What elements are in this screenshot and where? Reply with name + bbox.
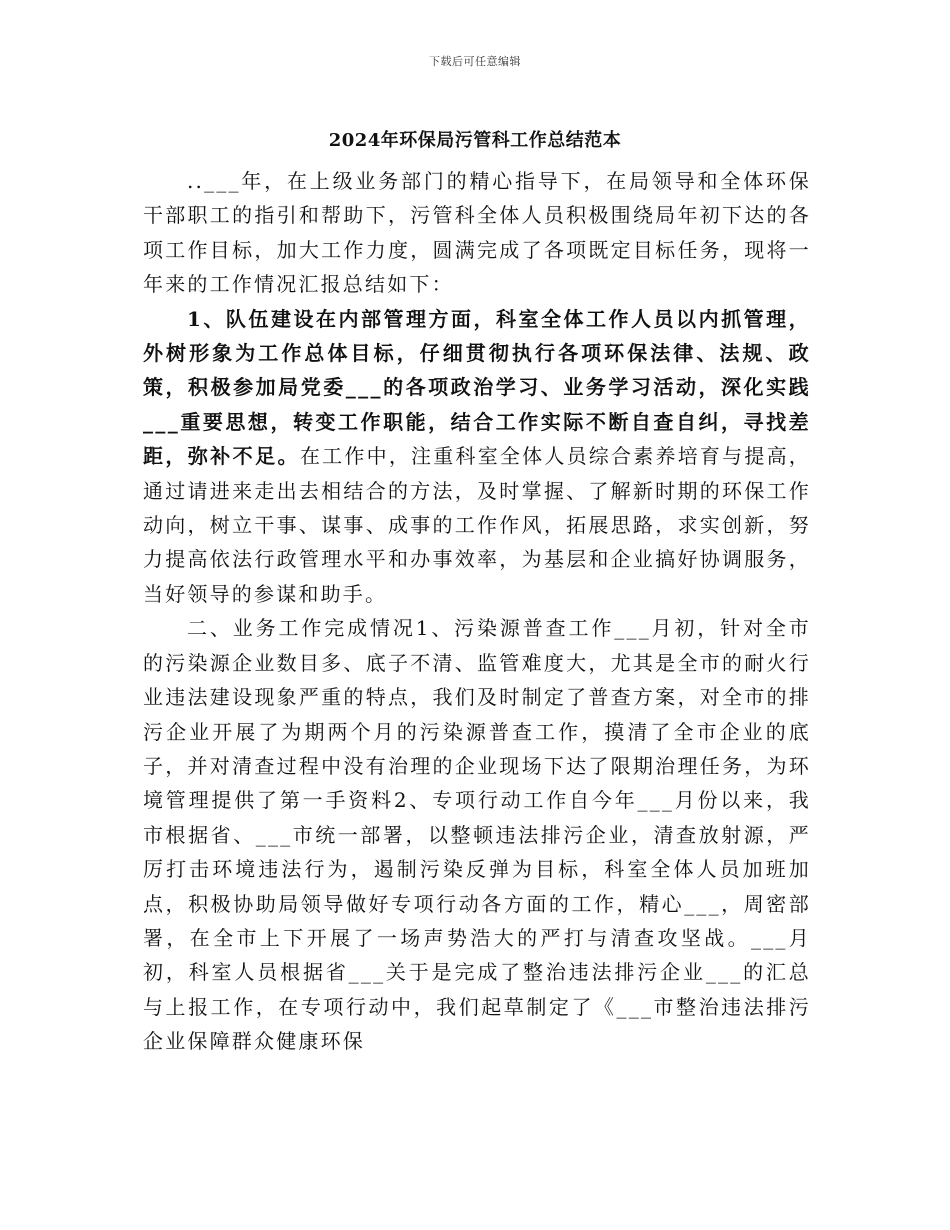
document-title: 2024年环保局污管科工作总结范本	[328, 130, 622, 151]
paragraph-intro-text: ..___年，在上级业务部门的精心指导下，在局领导和全体环保干部职工的指引和帮助下，污管科全体人员积极围绕局年初下达的各项工作目标，加大工作力度，圆满完成了各项既定目标任务，现将一年来的工作情况汇报总结如下：	[143, 169, 811, 297]
download-note: 下载后可任意编辑	[429, 55, 521, 68]
paragraph-team-building-heading: 1、队伍建设在内部管理方面，科室全体工作人员以内抓管理，外树形象为工作总体目标，仔细贯彻执行各项环保法律、法规、政策，积极参加局党委___的各项政治学习、业务学习活动，深化实践___重要思想，转变工作职能，结合工作实际不断自查自纠，寻找差距，弥补不足。	[143, 306, 811, 469]
paragraph-intro	[143, 164, 811, 302]
paragraph-business-work-text: 二、业务工作完成情况1、污染源普查工作___月初，针对全市的污染源企业数目多、底子不清、监管难度大，尤其是全市的耐火行业违法建设现象严重的特点，我们及时制定了普查方案，对全市的排污企业开展了为期两个月的污染源普查工作，摸清了全市企业的底子，并对清查过程中没有治理的企业现场下达了限期治理任务，为环境管理提供了第一手资料2、专项行动工作自今年___月份以来，我市根据省、___市统一部署，以整顿违法排污企业，清查放射源，严厉打击环境违法行为，遏制污染反弹为目标，科室全体人员加班加点，积极协助局领导做好专项行动各方面的工作，精心___，周密部署，在全市上下开展了一场声势浩大的严打与清查攻坚战。___月初，科室人员根据省___关于是完成了整治违法排污企业___的汇总与上报工作，在专项行动中，我们起草制定了《___市整治违法排污企业保障群众健康环保	[143, 616, 811, 1054]
paragraph-business-work	[143, 611, 811, 1058]
paragraph-team-building-text: 在工作中，注重科室全体人员综合素养培育与提高，通过请进来走出去相结合的方法，及时掌握、了解新时期的环保工作动向，树立干事、谋事、成事的工作作风，拓展思路，求实创新，努力提高依法行政管理水平和办事效率，为基层和企业搞好协调服务，当好领导的参谋和助手。	[143, 444, 811, 606]
document-body	[143, 164, 811, 1059]
paragraph-team-building	[143, 302, 811, 612]
